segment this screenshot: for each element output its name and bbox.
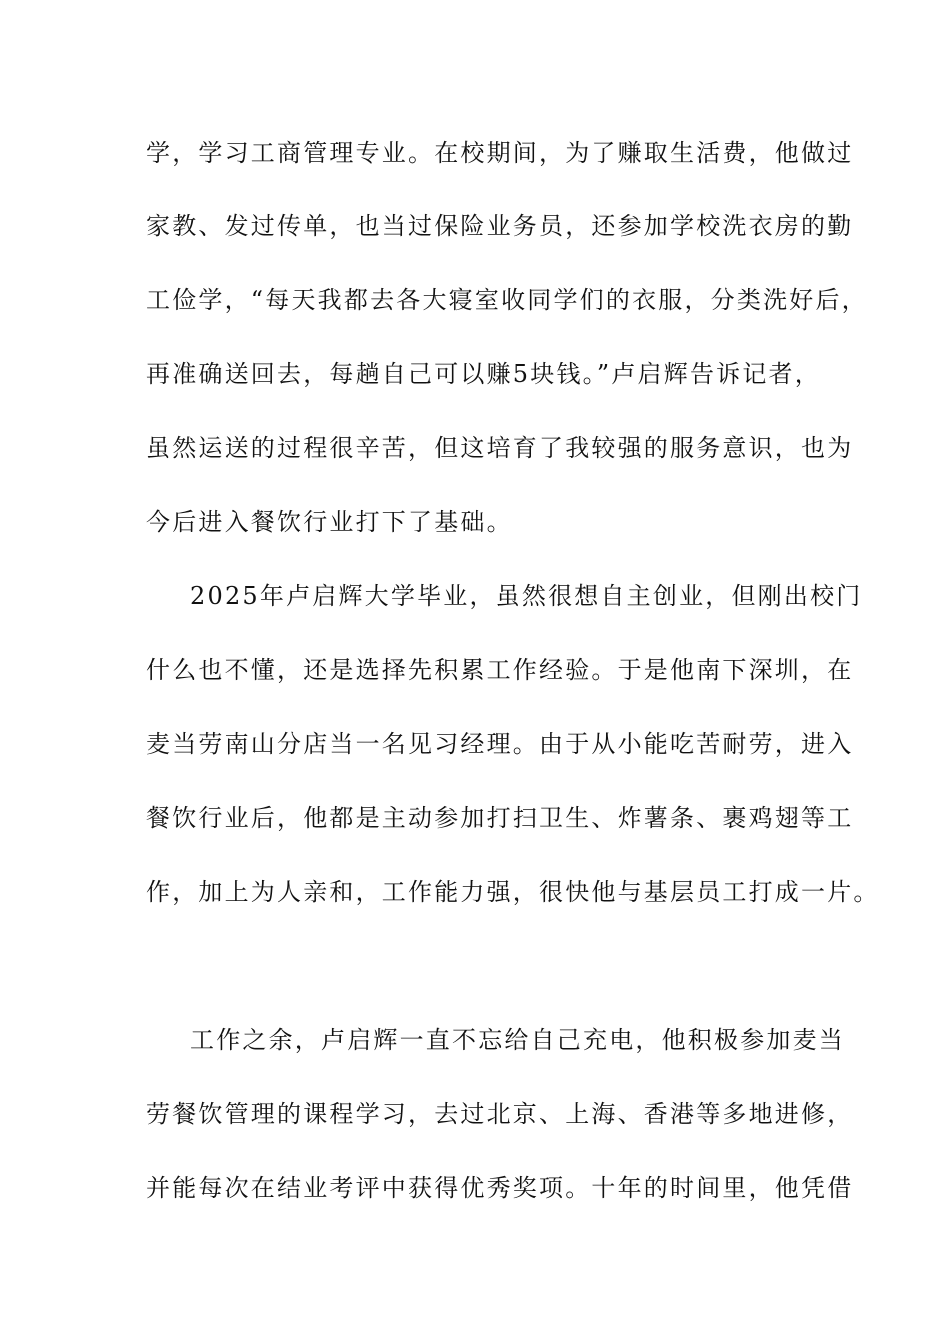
text-line: 工俭学，“每天我都去各大寝室收同学们的衣服，分类洗好后， (146, 286, 868, 314)
text-line: 什么也不懂，还是选择先积累工作经验。于是他南下深圳，在 (146, 656, 854, 684)
text-line: 今后进入餐饮行业打下了基础。 (146, 508, 513, 536)
text-line: 餐饮行业后，他都是主动参加打扫卫生、炸薯条、裹鸡翅等工 (146, 804, 854, 832)
text-line: 作，加上为人亲和，工作能力强，很快他与基层员工打成一片。 (146, 878, 880, 906)
text-line: 麦当劳南山分店当一名见习经理。由于从小能吃苦耐劳，进入 (146, 730, 854, 758)
text-line: 劳餐饮管理的课程学习，去过北京、上海、香港等多地进修， (146, 1100, 854, 1128)
text-line: 2025年卢启辉大学毕业，虽然很想自主创业，但刚出校门 (190, 582, 863, 610)
text-line: 再准确送回去，每趟自己可以赚5块钱。”卢启辉告诉记者， (146, 360, 821, 388)
text-line: 学，学习工商管理专业。在校期间，为了赚取生活费，他做过 (146, 139, 854, 167)
text-line: 虽然运送的过程很辛苦，但这培育了我较强的服务意识，也为 (146, 434, 854, 462)
text-line: 家教、发过传单，也当过保险业务员，还参加学校洗衣房的勤 (146, 212, 854, 240)
text-line: 并能每次在结业考评中获得优秀奖项。十年的时间里，他凭借 (146, 1174, 854, 1202)
text-line: 工作之余，卢启辉一直不忘给自己充电，他积极参加麦当 (190, 1026, 845, 1054)
